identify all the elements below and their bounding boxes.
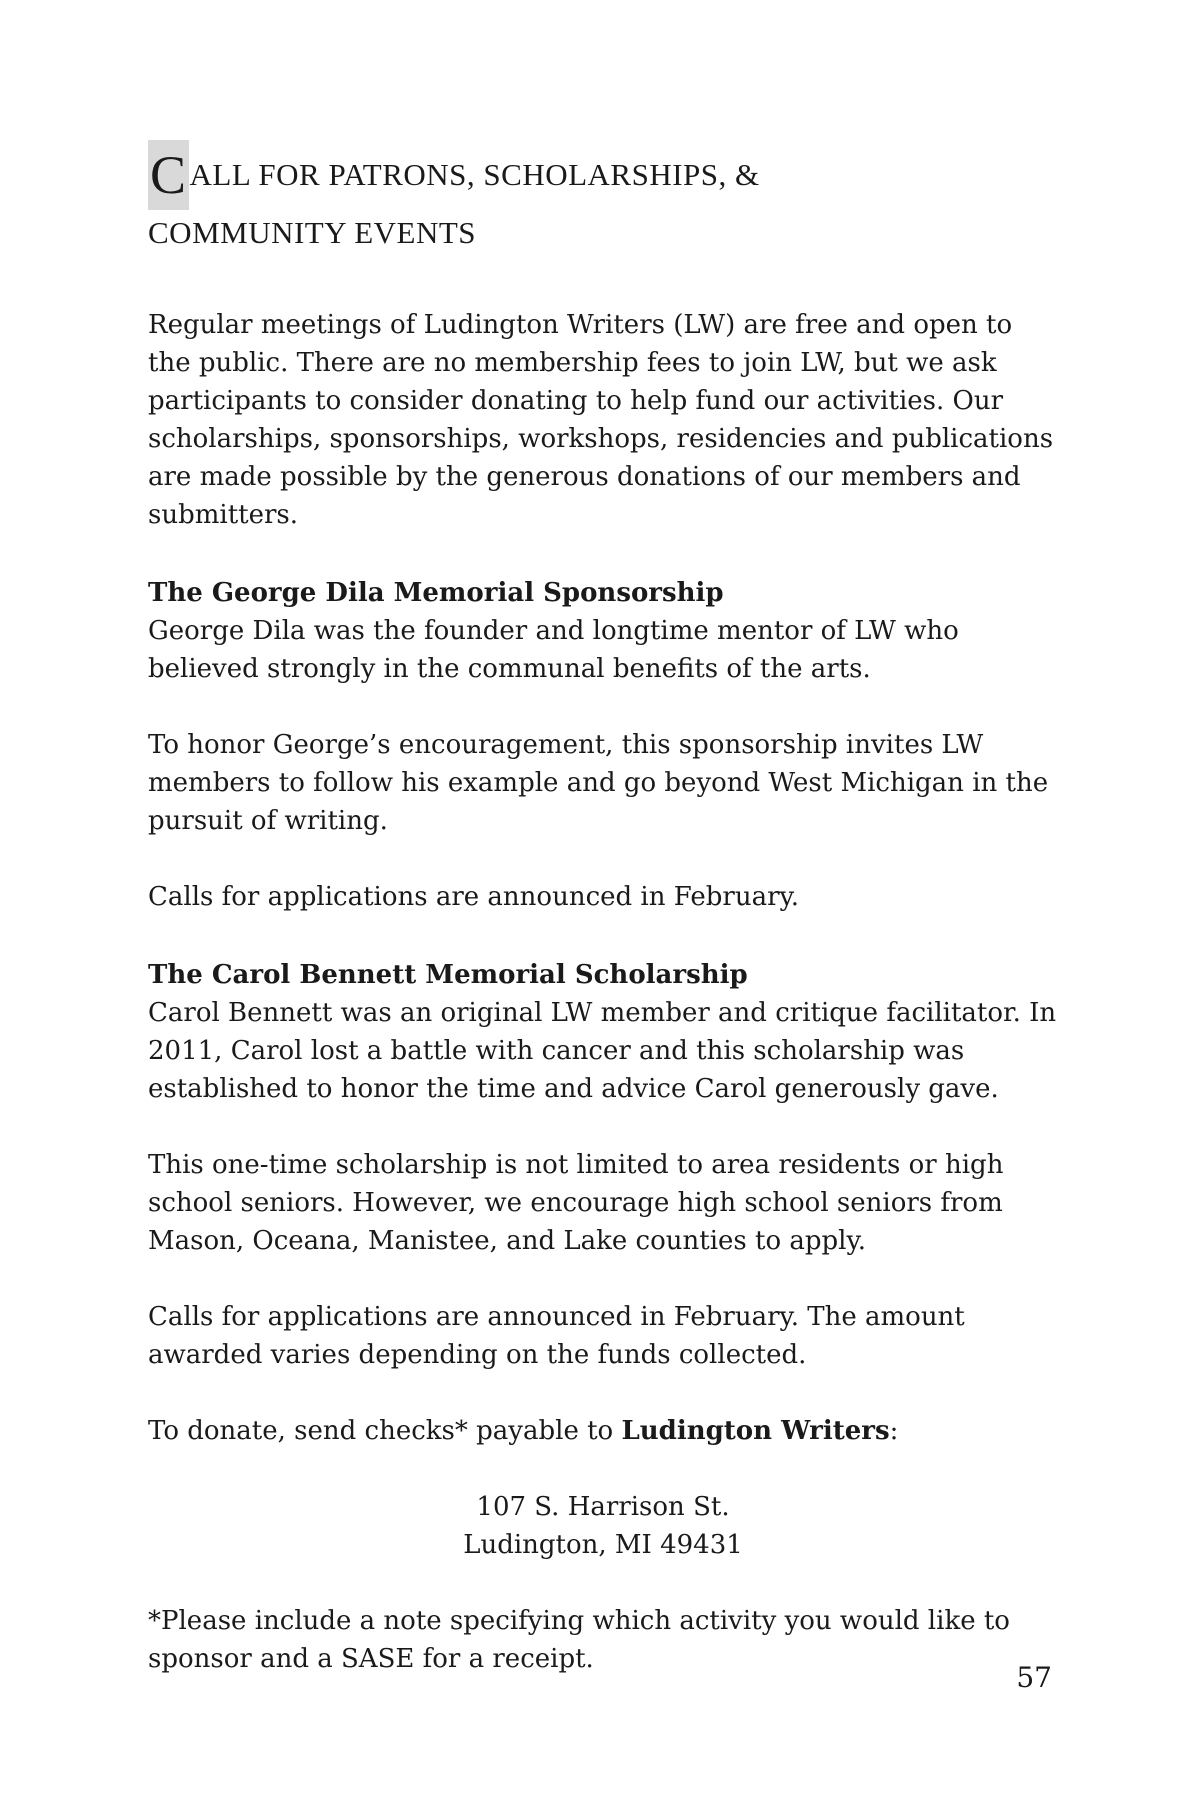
bennett-heading: The Carol Bennett Memorial Scholarship (148, 960, 748, 990)
title-line-2: COMMUNITY EVENTS (148, 215, 477, 250)
donate-org: Ludington Writers (621, 1416, 890, 1446)
donate-paragraph (148, 1412, 1058, 1450)
address-line-1: 107 S. Harrison St. (476, 1492, 730, 1522)
dila-paragraph-3: Calls for applications are announced in February. (148, 882, 800, 912)
donate-prefix: To donate, send checks* payable to (148, 1416, 622, 1446)
mailing-address (148, 1488, 1058, 1564)
dila-section (148, 574, 1058, 916)
page-title (148, 140, 1058, 256)
content (148, 140, 1058, 1716)
bennett-paragraph-3: Calls for applications are announced in February. The amount awarded varies depending on the funds collected. (148, 1302, 965, 1370)
bennett-paragraph-1: Carol Bennett was an original LW member and critique facilitator. In 2011, Carol lost a battle with cancer and this scholarship was established to honor the time and advice Carol generously gave. (148, 998, 1057, 1104)
drop-cap: C (148, 140, 189, 210)
dila-paragraph-2: To honor George’s encouragement, this sponsorship invites LW members to follow his example and go beyond West Michigan in the pursuit of writing. (148, 730, 1049, 836)
bennett-section (148, 956, 1058, 1374)
address-line-2: Ludington, MI 49431 (463, 1530, 743, 1560)
footnote: *Please include a note specifying which activity you would like to sponsor and a SASE for a receipt. (148, 1606, 1010, 1674)
page-number: 57 (1016, 1661, 1052, 1694)
intro-paragraph: Regular meetings of Ludington Writers (LW) are free and open to the public. There are no membership fees to join LW, but we ask participants to consider donating to help fund our activities. Our scholarships, sponsorships, workshops, residencies and publications are made possible by the generous donations of our members and submitters. (148, 310, 1054, 530)
bennett-paragraph-2: This one-time scholarship is not limited to area residents or high school seniors. However, we encourage high school seniors from Mason, Oceana, Manistee, and Lake counties to apply. (148, 1150, 1004, 1256)
donate-suffix: : (889, 1416, 899, 1446)
title-line-1: ALL FOR PATRONS, SCHOLARSHIPS, & (189, 157, 760, 192)
dila-heading: The George Dila Memorial Sponsorship (148, 578, 724, 608)
dila-paragraph-1: George Dila was the founder and longtime mentor of LW who believed strongly in the communal benefits of the arts. (148, 616, 959, 684)
